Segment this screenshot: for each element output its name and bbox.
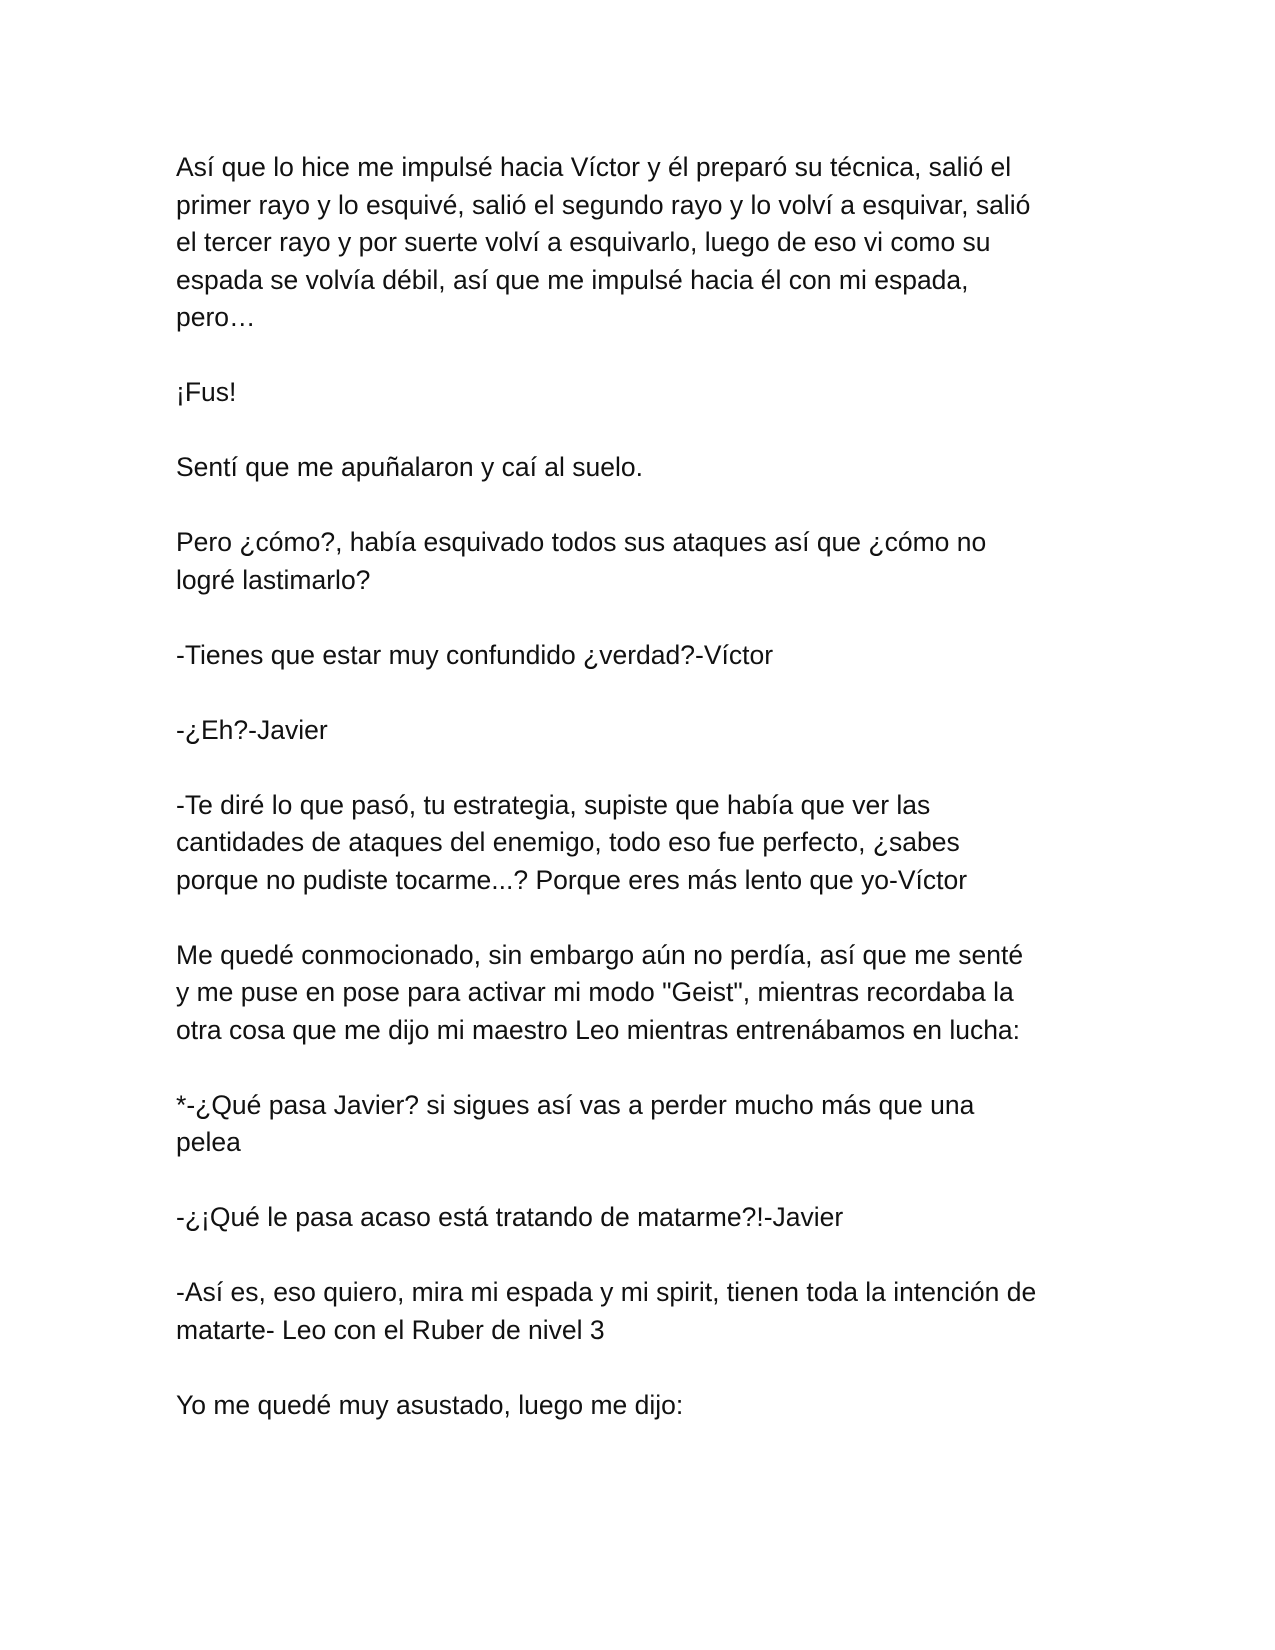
dialogue-leo-2: -Así es, eso quiero, mira mi espada y mi spirit, tienen toda la intención de matarte- Leo con el Ruber de nivel 3 bbox=[176, 1277, 1037, 1345]
paragraph-3: Sentí que me apuñalaron y caí al suelo. bbox=[176, 452, 643, 482]
paragraph-8: Me quedé conmocionado, sin embargo aún no perdía, así que me senté y me puse en pose para activar mi modo "Geist", mientras recordaba la otra cosa que me dijo mi maestro Leo mientras entrenábamos en lucha: bbox=[176, 939, 1024, 1045]
dialogue-javier-1: -¿Eh?-Javier bbox=[176, 714, 328, 745]
document-body bbox=[176, 149, 1106, 1462]
dialogue-leo-1: *-¿Qué pasa Javier? si sigues así vas a perder mucho más que una pelea bbox=[176, 1089, 975, 1157]
dialogue-victor-1: -Tienes que estar muy confundido ¿verdad?-Víctor bbox=[176, 639, 774, 670]
dialogue-javier-2: -¿¡Qué le pasa acaso está tratando de matarme?!-Javier bbox=[176, 1202, 844, 1232]
paragraph-2: ¡Fus! bbox=[176, 377, 237, 407]
dialogue-victor-2: -Te diré lo que pasó, tu estrategia, supiste que había que ver las cantidades de ataques del enemigo, todo eso fue perfecto, ¿sabes porque no pudiste tocarme...? Porque eres más lento que yo-Víctor bbox=[176, 789, 968, 895]
paragraph-12: Yo me quedé muy asustado, luego me dijo: bbox=[176, 1389, 684, 1420]
paragraph-1: Así que lo hice me impulsé hacia Víctor y él preparó su técnica, salió el primer rayo y lo esquivé, salió el segundo rayo y lo volví a esquivar, salió el tercer rayo y por suerte volví a esquivarlo, luego de eso vi como su espada se volvía débil, así que me impulsé hacia él con mi espada, pero… bbox=[176, 152, 1031, 332]
paragraph-4: Pero ¿cómo?, había esquivado todos sus ataques así que ¿cómo no logré lastimarlo? bbox=[176, 527, 987, 595]
